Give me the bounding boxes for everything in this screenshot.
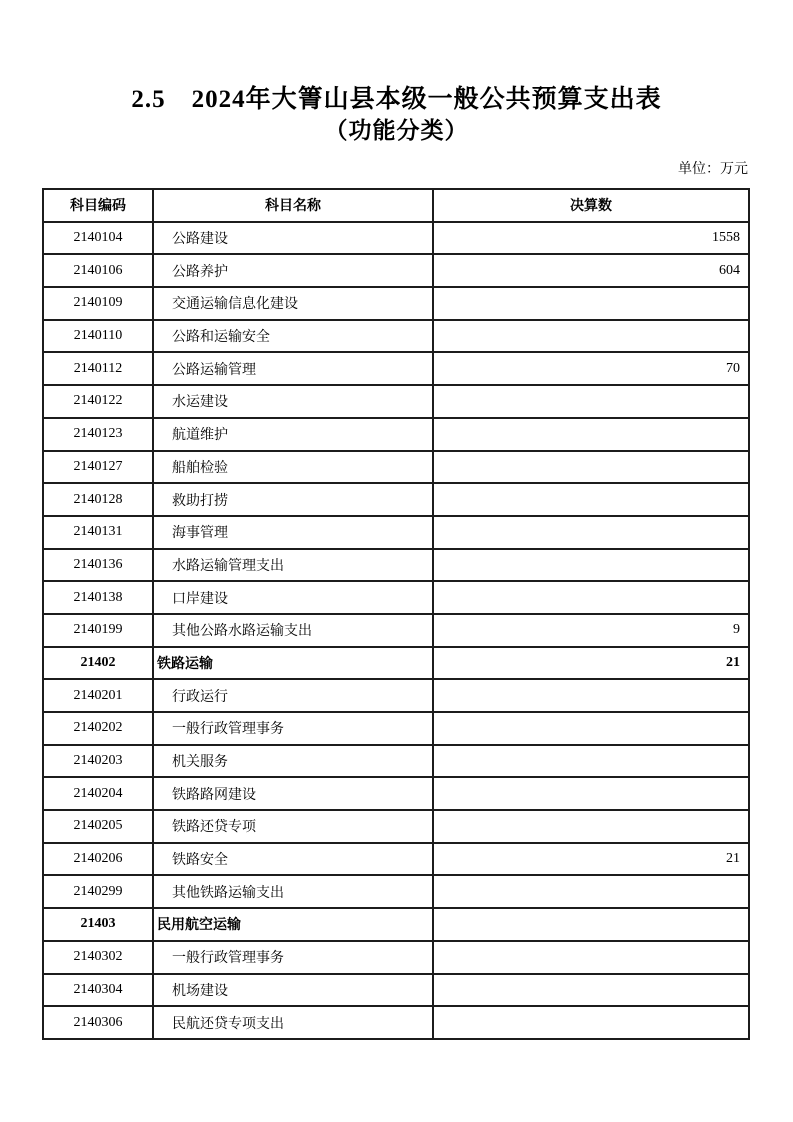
title-block: [0, 84, 793, 146]
table-row: [43, 581, 749, 614]
final-amount-cell: [433, 810, 749, 843]
subject-code-cell: 2140110: [43, 320, 153, 353]
final-amount-cell: 9: [433, 614, 749, 647]
table-row: [43, 1006, 749, 1039]
subject-code-cell: 2140128: [43, 483, 153, 516]
table-row: [43, 745, 749, 778]
subject-name-cell: 水路运输管理支出: [153, 549, 433, 582]
subject-name-cell: 其他公路水路运输支出: [153, 614, 433, 647]
subject-name-cell: 航道维护: [153, 418, 433, 451]
final-amount-cell: [433, 908, 749, 941]
subject-code-cell: 21403: [43, 908, 153, 941]
budget-table-body: [43, 222, 749, 1039]
final-amount-cell: [433, 745, 749, 778]
subject-code-cell: 2140304: [43, 974, 153, 1007]
final-amount-cell: 70: [433, 352, 749, 385]
subject-code-cell: 2140109: [43, 287, 153, 320]
table-row: [43, 875, 749, 908]
final-amount-cell: [433, 287, 749, 320]
subject-name-cell: 民用航空运输: [153, 908, 433, 941]
table-row: [43, 941, 749, 974]
final-amount-cell: [433, 418, 749, 451]
final-amount-cell: [433, 777, 749, 810]
subject-name-cell: 行政运行: [153, 679, 433, 712]
subject-code-cell: 2140104: [43, 222, 153, 255]
final-amount-cell: 21: [433, 843, 749, 876]
subject-name-cell: 铁路运输: [153, 647, 433, 680]
table-row: [43, 451, 749, 484]
final-amount-cell: 604: [433, 254, 749, 287]
subject-name-cell: 铁路路网建设: [153, 777, 433, 810]
subject-code-cell: 2140201: [43, 679, 153, 712]
table-row: [43, 647, 749, 680]
subject-code-cell: 2140127: [43, 451, 153, 484]
table-row: [43, 418, 749, 451]
final-amount-cell: [433, 581, 749, 614]
subject-code-cell: 2140202: [43, 712, 153, 745]
column-header-subject-name: 科目名称: [153, 189, 433, 222]
subject-name-cell: 其他铁路运输支出: [153, 875, 433, 908]
subject-name-cell: 铁路还贷专项: [153, 810, 433, 843]
table-row: [43, 810, 749, 843]
final-amount-cell: 21: [433, 647, 749, 680]
subject-name-cell: 机场建设: [153, 974, 433, 1007]
budget-table: [42, 188, 750, 1040]
unit-note: 单位：万元: [678, 162, 748, 177]
table-row: [43, 287, 749, 320]
column-header-subject-code: 科目编码: [43, 189, 153, 222]
subject-name-cell: 口岸建设: [153, 581, 433, 614]
final-amount-cell: [433, 875, 749, 908]
subject-name-cell: 公路建设: [153, 222, 433, 255]
page-subtitle: （功能分类）: [324, 118, 469, 143]
subject-code-cell: 2140122: [43, 385, 153, 418]
subject-name-cell: 救助打捞: [153, 483, 433, 516]
final-amount-cell: [433, 549, 749, 582]
final-amount-cell: [433, 679, 749, 712]
subject-name-cell: 公路养护: [153, 254, 433, 287]
table-row: [43, 516, 749, 549]
table-row: [43, 254, 749, 287]
table-row: [43, 352, 749, 385]
budget-table-header: [43, 189, 749, 222]
final-amount-cell: [433, 516, 749, 549]
subject-name-cell: 民航还贷专项支出: [153, 1006, 433, 1039]
subject-code-cell: 2140306: [43, 1006, 153, 1039]
subject-name-cell: 机关服务: [153, 745, 433, 778]
final-amount-cell: 1558: [433, 222, 749, 255]
page-title: 2.5 2024年大箐山县本级一般公共预算支出表: [131, 86, 662, 113]
final-amount-cell: [433, 451, 749, 484]
table-row: [43, 908, 749, 941]
subject-code-cell: 2140204: [43, 777, 153, 810]
subject-name-cell: 交通运输信息化建设: [153, 287, 433, 320]
subject-code-cell: 2140112: [43, 352, 153, 385]
final-amount-cell: [433, 974, 749, 1007]
table-row: [43, 385, 749, 418]
subject-name-cell: 公路和运输安全: [153, 320, 433, 353]
subject-code-cell: 2140138: [43, 581, 153, 614]
header-row: [43, 189, 749, 222]
subject-name-cell: 海事管理: [153, 516, 433, 549]
table-row: [43, 974, 749, 1007]
subject-name-cell: 一般行政管理事务: [153, 712, 433, 745]
final-amount-cell: [433, 941, 749, 974]
table-row: [43, 679, 749, 712]
subject-code-cell: 2140205: [43, 810, 153, 843]
subject-code-cell: 2140299: [43, 875, 153, 908]
subject-name-cell: 公路运输管理: [153, 352, 433, 385]
subject-code-cell: 2140199: [43, 614, 153, 647]
table-row: [43, 222, 749, 255]
final-amount-cell: [433, 1006, 749, 1039]
table-row: [43, 549, 749, 582]
subject-code-cell: 2140123: [43, 418, 153, 451]
table-row: [43, 320, 749, 353]
subject-name-cell: 一般行政管理事务: [153, 941, 433, 974]
table-row: [43, 614, 749, 647]
final-amount-cell: [433, 320, 749, 353]
subject-name-cell: 船舶检验: [153, 451, 433, 484]
subject-code-cell: 2140206: [43, 843, 153, 876]
subject-code-cell: 21402: [43, 647, 153, 680]
table-row: [43, 483, 749, 516]
final-amount-cell: [433, 385, 749, 418]
subject-name-cell: 铁路安全: [153, 843, 433, 876]
table-row: [43, 712, 749, 745]
column-header-final-amount: 决算数: [433, 189, 749, 222]
subject-code-cell: 2140106: [43, 254, 153, 287]
table-row: [43, 777, 749, 810]
subject-code-cell: 2140136: [43, 549, 153, 582]
subject-code-cell: 2140203: [43, 745, 153, 778]
table-row: [43, 843, 749, 876]
final-amount-cell: [433, 712, 749, 745]
final-amount-cell: [433, 483, 749, 516]
subject-code-cell: 2140131: [43, 516, 153, 549]
subject-name-cell: 水运建设: [153, 385, 433, 418]
subject-code-cell: 2140302: [43, 941, 153, 974]
